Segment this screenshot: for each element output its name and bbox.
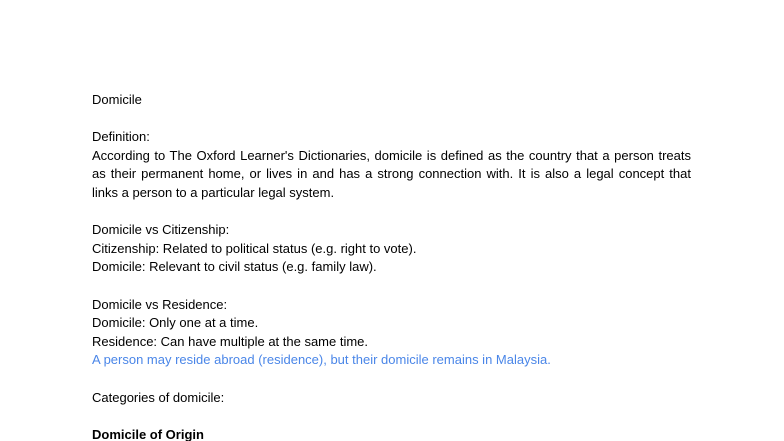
residence-note: A person may reside abroad (residence), but their domicile remains in Malaysia. — [92, 352, 551, 368]
categories-heading: Categories of domicile: — [92, 389, 225, 405]
citizenship-heading: Domicile vs Citizenship: — [92, 222, 230, 238]
residence-heading: Domicile vs Residence: — [92, 296, 228, 312]
document-body — [92, 91, 691, 441]
spacer — [92, 370, 691, 389]
spacer — [92, 277, 691, 296]
domicile-civil-line: Domicile: Relevant to civil status (e.g. family law). — [92, 259, 377, 275]
citizenship-line: Citizenship: Related to political status (e.g. right to vote). — [92, 240, 417, 256]
spacer — [92, 407, 691, 426]
spacer — [92, 110, 691, 129]
definition-heading: Definition: — [92, 129, 150, 145]
spacer — [92, 203, 691, 222]
domicile-one-line: Domicile: Only one at a time. — [92, 315, 259, 331]
definition-text: According to The Oxford Learner's Dictionaries, domicile is defined as the country that a person treats as their permanent home, or lives in and has a strong connection with. It is also a legal concept that links a person to a particular legal system. — [92, 147, 691, 200]
origin-heading: Domicile of Origin — [92, 426, 204, 441]
residence-multiple-line: Residence: Can have multiple at the same time. — [92, 333, 369, 349]
document-title: Domicile — [92, 92, 142, 107]
